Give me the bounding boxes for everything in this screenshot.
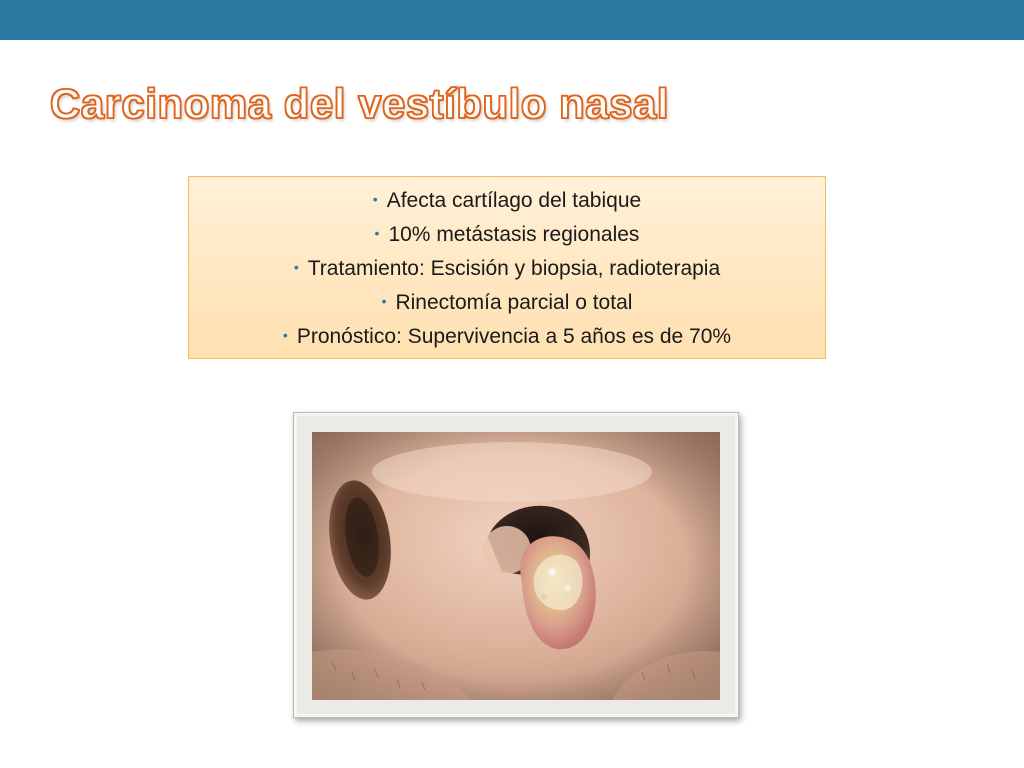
bullet-item <box>283 285 731 319</box>
bullet-dot-icon: • <box>282 326 288 343</box>
bullet-text: Afecta cartílago del tabique <box>386 188 642 212</box>
bullet-item <box>283 217 731 251</box>
bullet-text: Pronóstico: Supervivencia a 5 años es de 70% <box>296 324 732 348</box>
bullet-dot-icon: • <box>374 224 380 241</box>
photo-frame <box>293 412 739 718</box>
slide-title: Carcinoma del vestíbulo nasal <box>50 80 670 127</box>
bullet-item <box>283 319 731 353</box>
bullet-text: Tratamiento: Escisión y biopsia, radioterapia <box>307 256 721 280</box>
bullet-item <box>283 251 731 285</box>
bullet-box <box>188 176 826 359</box>
bullet-text: 10% metástasis regionales <box>388 222 640 246</box>
bullet-dot-icon: • <box>293 258 299 275</box>
bullet-item <box>283 183 731 217</box>
bullet-dot-icon: • <box>381 292 387 309</box>
bullet-dot-icon: • <box>372 190 378 207</box>
header-bar <box>0 0 1024 40</box>
clinical-photo <box>312 432 720 700</box>
bullet-list <box>283 183 731 353</box>
bullet-text: Rinectomía parcial o total <box>395 290 633 314</box>
